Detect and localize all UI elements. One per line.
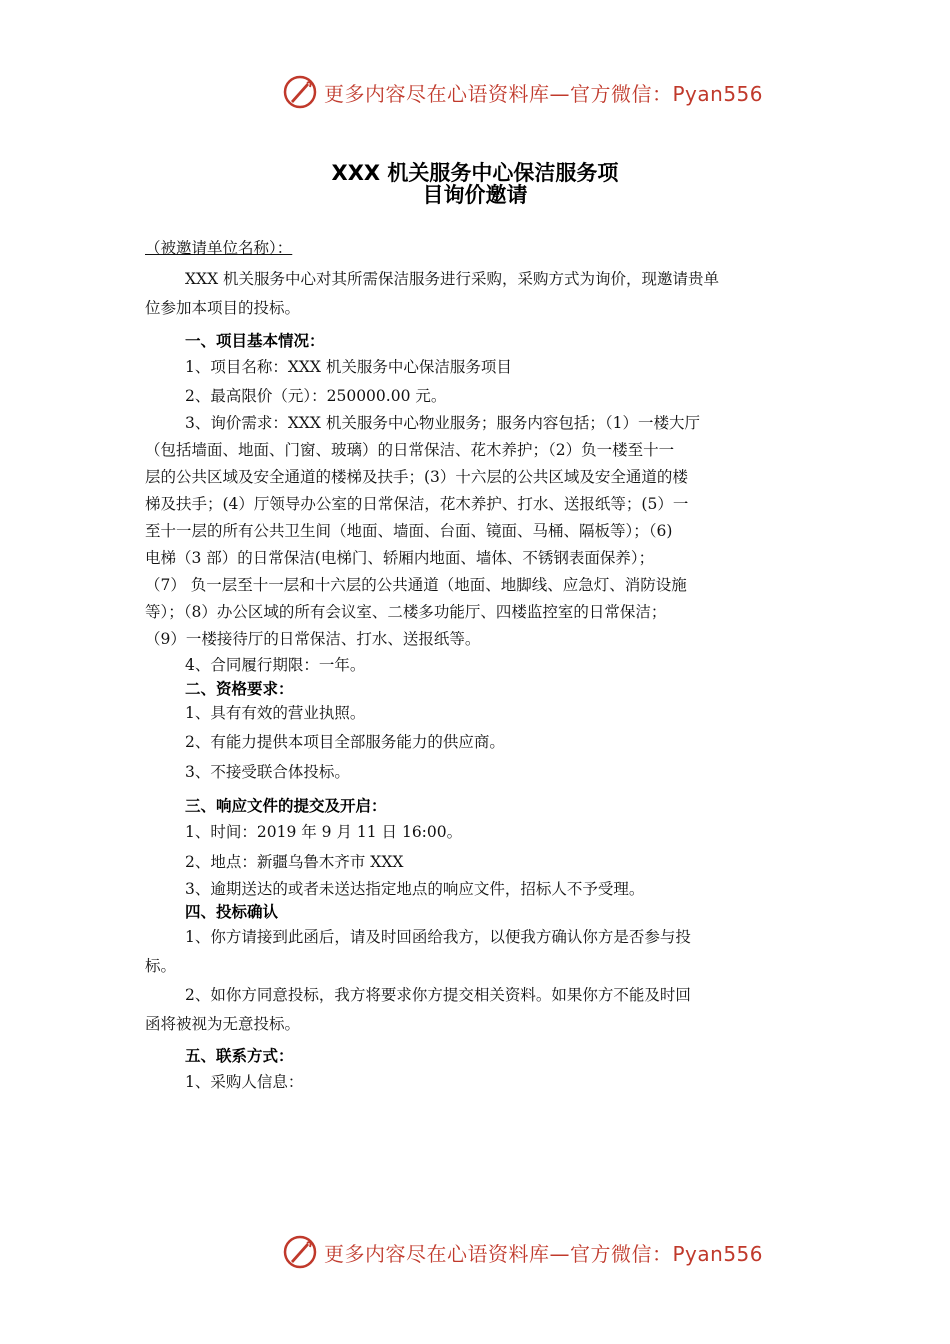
title-line-2: 目询价邀请 — [422, 183, 528, 207]
s1-item-3-line-5: 至十一层的所有公共卫生间（地面、墙面、台面、镜面、马桶、隔板等）；（6) — [145, 522, 673, 540]
section-4-title: 四、投标确认 — [185, 903, 279, 921]
section-1-title: 一、项目基本情况： — [185, 332, 325, 350]
s2-item-2: 2、有能力提供本项目全部服务能力的供应商。 — [185, 733, 505, 751]
s1-item-3-line-2: （包括墙面、地面、门窗、玻璃）的日常保洁、花木养护；（2）负一楼至十一 — [145, 441, 675, 459]
intro-line-1: XXX 机关服务中心对其所需保洁服务进行采购，采购方式为询价，现邀请贵单 — [185, 270, 720, 288]
s1-item-3-line-6: 电梯（3 部）的日常保洁(电梯门、轿厢内地面、墙体、不锈钢表面保养）； — [145, 549, 655, 567]
addressee: （被邀请单位名称）： — [145, 239, 293, 257]
s3-item-2: 2、地点：新疆乌鲁木齐市 XXX — [185, 853, 404, 871]
s4-item-1-line-2: 标。 — [145, 957, 177, 975]
s1-item-3-line-4: 梯及扶手；(4）厅领导办公室的日常保洁，花木养护、打水、送报纸等；(5）一 — [145, 495, 689, 513]
s4-item-2-line-2: 函将被视为无意投标。 — [145, 1015, 301, 1033]
section-3-title: 三、响应文件的提交及开启： — [185, 797, 387, 815]
header-banner — [282, 72, 782, 112]
pen-feather-logo-icon — [282, 1234, 318, 1270]
s1-item-3-line-7: （7） 负一层至十一层和十六层的公共通道（地面、地脚线、应急灯、消防设施 — [145, 576, 687, 594]
section-2-title: 二、资格要求： — [185, 680, 294, 698]
s4-item-2-line-1: 2、如你方同意投标，我方将要求你方提交相关资料。如果你方不能及时回 — [185, 986, 691, 1004]
footer-banner — [282, 1232, 782, 1272]
banner-text: 更多内容尽在心语资料库—官方微信：Pyan556 — [324, 1241, 764, 1266]
pen-feather-logo-icon — [282, 74, 318, 110]
banner-text: 更多内容尽在心语资料库—官方微信：Pyan556 — [324, 81, 764, 106]
s3-item-1: 1、时间：2019 年 9 月 11 日 16:00。 — [185, 823, 463, 841]
s4-item-1-line-1: 1、你方请接到此函后，请及时回函给我方，以便我方确认你方是否参与投 — [185, 928, 691, 946]
s1-item-4: 4、合同履行期限：一年。 — [185, 656, 366, 674]
title-line-1: XXX 机关服务中心保洁服务项 — [331, 161, 619, 185]
s1-item-3-line-3: 层的公共区域及安全通道的楼梯及扶手；(3）十六层的公共区域及安全通道的楼 — [145, 468, 688, 486]
s2-item-1: 1、具有有效的营业执照。 — [185, 704, 366, 722]
s3-item-3: 3、逾期送达的或者未送达指定地点的响应文件，招标人不予受理。 — [185, 880, 645, 898]
s1-item-3-line-8: 等）；（8）办公区域的所有会议室、二楼多功能厅、四楼监控室的日常保洁； — [145, 603, 667, 621]
s1-item-2: 2、最高限价（元）：250000.00 元。 — [185, 387, 447, 405]
s5-item-1: 1、采购人信息： — [185, 1073, 304, 1091]
s1-item-3-line-1: 3、询价需求：XXX 机关服务中心物业服务；服务内容包括；（1）一楼大厅 — [185, 414, 701, 432]
s2-item-3: 3、不接受联合体投标。 — [185, 763, 350, 781]
intro-line-2: 位参加本项目的投标。 — [145, 299, 301, 317]
s1-item-3-line-9: （9）一楼接待厅的日常保洁、打水、送报纸等。 — [145, 630, 481, 648]
s1-item-1: 1、项目名称：XXX 机关服务中心保洁服务项目 — [185, 358, 512, 376]
section-5-title: 五、联系方式： — [185, 1047, 294, 1065]
page-title — [0, 162, 950, 206]
